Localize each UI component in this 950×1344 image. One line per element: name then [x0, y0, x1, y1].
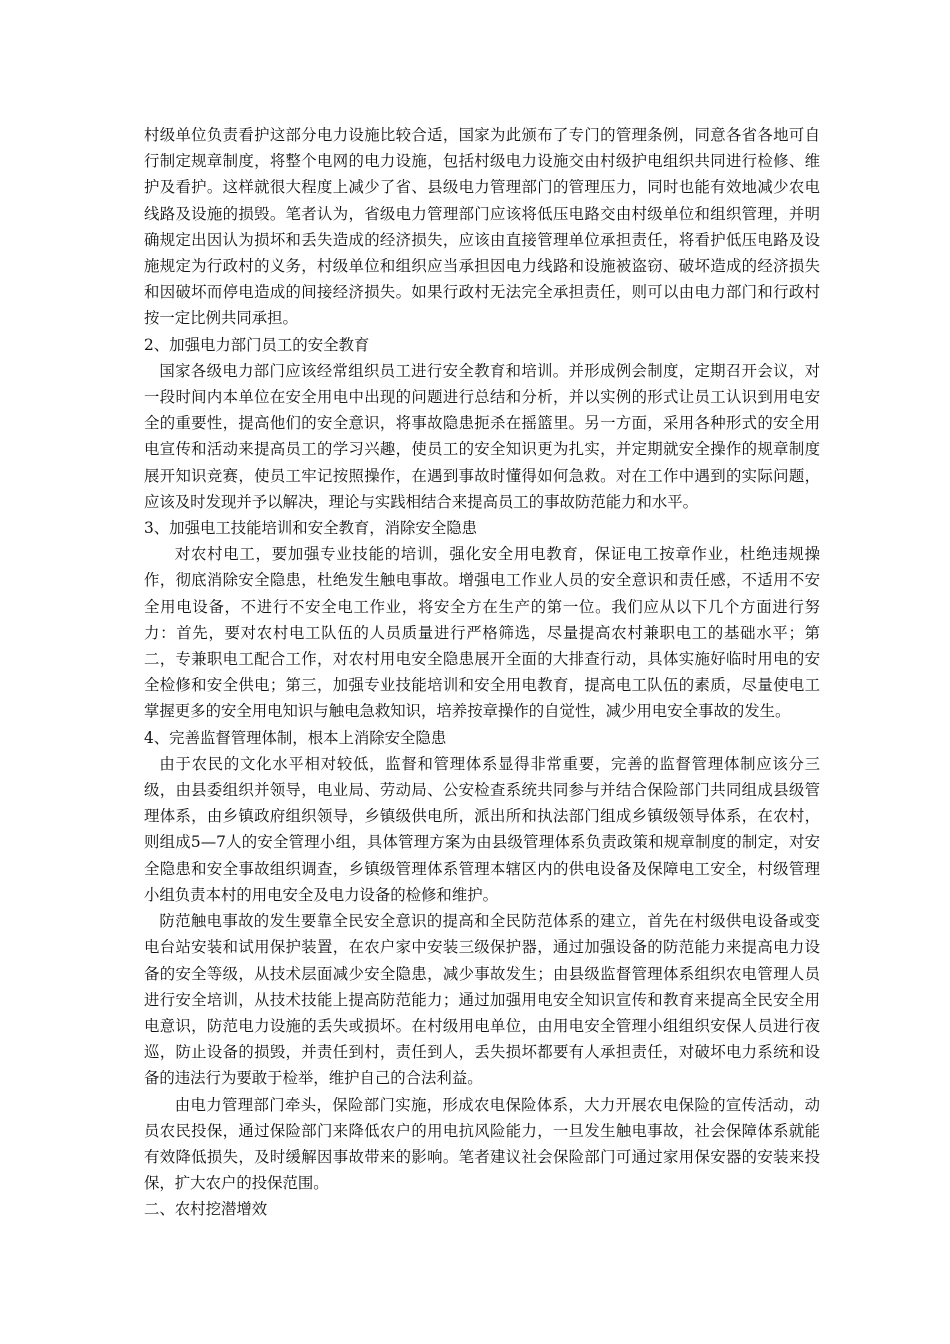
section-heading-part-two: 二、农村挖潜增效	[144, 1200, 268, 1219]
paragraph-supervision-system: 由于农民的文化水平相对较低，监督和管理体系显得非常重要，完善的监督管理体制应该分三级，由县委组织并领导，电业局、劳动局、公安检查系统共同参与并结合保险部门共同组成县级管理体系，由乡镇政府组织领导，乡镇级供电所，派出所和执法部门组成乡镇级领导体系，在农村，则组成5—7人的安全管理小组，具体管理方案为由县级管理体系负责政策和规章制度的制定，对安全隐患和安全事故组织调查，乡镇级管理体系管理本辖区内的供电设备及保障电工安全，村级管理小组负责本村的用电安全及电力设备的检修和维护。	[144, 754, 820, 904]
section-heading-3: 3、加强电工技能培训和安全教育，消除安全隐患	[144, 519, 477, 538]
paragraph-staff-safety-education: 国家各级电力部门应该经常组织员工进行安全教育和培训。并形成例会制度，定期召开会议，对一段时间内本单位在安全用电中出现的问题进行总结和分析，并以实例的形式让员工认识到用电安全的重要性，提高他们的安全意识，将事故隐患扼杀在摇篮里。另一方面，采用各种形式的安全用电宣传和活动来提高员工的学习兴趣，使员工的安全知识更为扎实，并定期就安全操作的规章制度展开知识竞赛，使员工牢记按照操作，在遇到事故时懂得如何急救。对在工作中遇到的实际问题，应该及时发现并予以解决，理论与实践相结合来提高员工的事故防范能力和水平。	[144, 361, 820, 511]
document-body	[144, 122, 820, 1223]
section-heading-2: 2、加强电力部门员工的安全教育	[144, 335, 370, 354]
section-heading-4: 4、完善监督管理体制，根本上消除安全隐患	[144, 728, 447, 747]
paragraph-village-responsibility: 村级单位负责看护这部分电力设施比较合适，国家为此颁布了专门的管理条例，同意各省各地可自行制定规章制度，将整个电网的电力设施，包括村级电力设施交由村级护电组织共同进行检修、维护及看护。这样就很大程度上减少了省、县级电力管理部门的管理压力，同时也能有效地减少农电线路及设施的损毁。笔者认为，省级电力管理部门应该将低压电路交由村级单位和组织管理，并明确规定出因认为损坏和丢失造成的经济损失，应该由直接管理单位承担责任，将看护低压电路及设施规定为行政村的义务，村级单位和组织应当承担因电力线路和设施被盗窃、破坏造成的经济损失和因破坏而停电造成的间接经济损失。如果行政村无法完全承担责任，则可以由电力部门和行政村按一定比例共同承担。	[144, 126, 820, 328]
paragraph-electrician-training: 对农村电工，要加强专业技能的培训，强化安全用电教育，保证电工按章作业，杜绝违规操作，彻底消除安全隐患，杜绝发生触电事故。增强电工作业人员的安全意识和责任感，不适用不安全用电设备，不进行不安全电工作业，将安全方在生产的第一位。我们应从以下几个方面进行努力：首先，要对农村电工队伍的人员质量进行严格筛选，尽量提高农村兼职电工的基础水平；第二，专兼职电工配合工作，对农村用电安全隐患展开全面的大排查行动，具体实施好临时用电的安全检修和安全供电；第三，加强专业技能培训和安全用电教育，提高电工队伍的素质，尽量使电工掌握更多的安全用电知识与触电急救知识，培养按章操作的自觉性，减少用电安全事故的发生。	[144, 545, 820, 721]
paragraph-accident-prevention: 防范触电事故的发生要靠全民安全意识的提高和全民防范体系的建立，首先在村级供电设备或变电台站安装和试用保护装置，在农户家中安装三级保护器，通过加强设备的防范能力来提高电力设备的安全等级，从技术层面减少安全隐患，减少事故发生；由县级监督管理体系组织农电管理人员进行安全培训，从技术技能上提高防范能力；通过加强用电安全知识宣传和教育来提高全民安全用电意识，防范电力设施的丢失或损坏。在村级用电单位，由用电安全管理小组组织安保人员进行夜巡，防止设备的损毁，并责任到村，责任到人，丢失损坏都要有人承担责任，对破坏电力系统和设备的违法行为要敢于检举，维护自己的合法利益。	[144, 912, 820, 1088]
paragraph-insurance-system: 由电力管理部门牵头，保险部门实施，形成农电保险体系，大力开展农电保险的宣传活动，动员农民投保，通过保险部门来降低农户的用电抗风险能力，一旦发生触电事故，社会保障体系就能有效降低损失，及时缓解因事故带来的影响。笔者建议社会保险部门可通过家用保安器的安装来投保，扩大农户的投保范围。	[144, 1095, 820, 1193]
